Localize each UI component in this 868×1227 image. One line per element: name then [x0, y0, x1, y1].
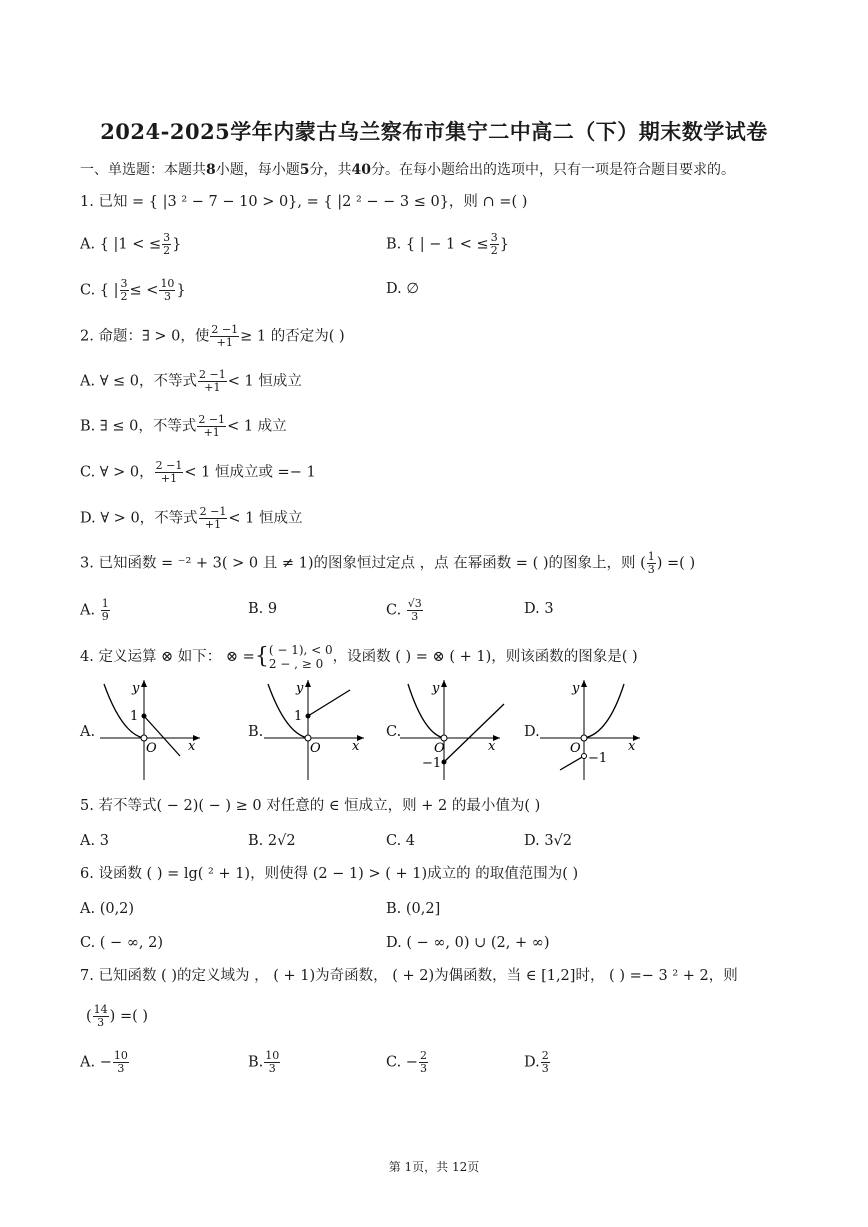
question-1-stem: 1. 已知 = { |3 ² − 7 − 10 > 0}, = { |2 ² − − 3 ≤ 0}，则 ∩ =( ): [80, 194, 528, 210]
svg-text:x: x: [352, 739, 360, 754]
svg-text:O: O: [570, 741, 581, 756]
q1-option-b: B. { | − 1 < ≤ $\frac{3}{2}$ }: [386, 231, 509, 257]
svg-text:O: O: [434, 741, 445, 756]
q7-option-b: B. $\frac{10}{3}$: [248, 1049, 280, 1075]
q4-option-b-label: B.: [248, 724, 264, 740]
q3-option-c: C. $\frac{√3}{3}$: [386, 597, 422, 623]
q5-option-a: A. 3: [80, 833, 109, 849]
question-7-line2: ( $\frac{14}{3}$ ) =( ): [86, 1003, 149, 1029]
q2-option-b: B. ∃ ≤ 0，不等式 $\frac{2 -1}{+1}$ < 1 成立: [80, 413, 287, 439]
svg-text:−1: −1: [422, 756, 442, 771]
q3-option-d: D. 3: [524, 601, 554, 617]
q4-graph-a: [100, 676, 210, 782]
question-6-stem: 6. 设函数 ( ) = lg( ² + 1)，则使得 (2 − 1) > ( + 1)成立的 的取值范围为( ): [80, 866, 579, 882]
q5-option-c: C. 4: [386, 833, 416, 849]
q1-option-a: A. { |1 < ≤ $\frac{3}{2}$ }: [80, 231, 182, 257]
svg-text:x: x: [488, 739, 496, 754]
q2-option-c: C. ∀ > 0， $\frac{2 -1}{+1}$ < 1 恒成立或 =− 1: [80, 459, 316, 485]
q6-option-d: D. ( − ∞, 0) ∪ (2, + ∞): [386, 935, 550, 951]
question-7-stem: 7. 已知函数 ( )的定义域为 ， ( + 1)为奇函数， ( + 2)为偶函数，当 ∈ [1,2]时， ( ) =− 3 ² + 2，则: [80, 968, 738, 984]
q6-option-c: C. ( − ∞, 2): [80, 935, 163, 951]
q4-graph-b: [264, 676, 374, 782]
svg-text:y: y: [296, 681, 304, 696]
svg-text:1: 1: [294, 709, 303, 724]
q3-option-b: B. 9: [248, 601, 278, 617]
q2-option-a: A. ∀ ≤ 0，不等式 $\frac{2 -1}{+1}$ < 1 恒成立: [80, 368, 302, 394]
svg-text:y: y: [432, 681, 440, 696]
page-footer: 第 1页，共 12页: [388, 1160, 480, 1174]
q6-option-b: B. (0,2]: [386, 901, 441, 917]
svg-text:x: x: [628, 739, 636, 754]
section-header: 一、单选题：本题共8小题，每小题5分，共40分。在每小题给出的选项中，只有一项是符合题目要求的。: [80, 162, 735, 178]
q1-option-c: C. { | $\frac{3}{2}$ ≤ < $\frac{10}{3}$ }: [80, 277, 186, 303]
svg-text:1: 1: [130, 709, 139, 724]
q7-option-c: C. − $\frac{2}{3}$: [386, 1049, 427, 1075]
question-4-stem: 4. 定义运算 ⊗ 如下： ⊗ ={ ( − 1), < 0 2 − , ≥ 0 ，设函数 ( ) = ⊗ ( + 1)，则该函数的图象是( ): [80, 643, 638, 671]
q2-option-d: D. ∀ > 0，不等式 $\frac{2 -1}{+1}$ < 1 恒成立: [80, 505, 303, 531]
q4-graph-d: [540, 676, 650, 782]
q4-option-c-label: C.: [386, 724, 402, 740]
q7-option-d: D. $\frac{2}{3}$: [524, 1049, 549, 1075]
svg-text:O: O: [146, 741, 157, 756]
svg-text:O: O: [310, 741, 321, 756]
q4-graph-c: [400, 676, 510, 782]
svg-text:y: y: [132, 681, 140, 696]
svg-text:−1: −1: [588, 751, 608, 766]
q4-option-d-label: D.: [524, 724, 540, 740]
q6-option-a: A. (0,2): [80, 901, 135, 917]
q5-option-b: B. 2√2: [248, 833, 296, 849]
q4-option-a-label: A.: [80, 724, 96, 740]
question-2-stem: 2. 命题：∃ > 0，使 $\frac{2 -1}{+1}$ ≥ 1 的否定为( ): [80, 323, 345, 349]
page-title: 2024-2025学年内蒙古乌兰察布市集宁二中高二（下）期末数学试卷: [100, 119, 768, 144]
svg-text:y: y: [572, 681, 580, 696]
svg-text:x: x: [188, 739, 196, 754]
question-5-stem: 5. 若不等式( − 2)( − ) ≥ 0 对任意的 ∈ 恒成立，则 + 2 的最小值为( ): [80, 798, 541, 814]
q3-option-a: A. $\frac{1}{9}$: [80, 597, 109, 623]
q7-option-a: A. − $\frac{10}{3}$: [80, 1049, 128, 1075]
question-3-stem: 3. 已知函数 = ⁻² + 3( > 0 且 ≠ 1)的图象恒过定点 ，点 在幂函数 = ( )的图象上，则 ( $\frac{1}{3}$ ) =( ): [80, 550, 696, 576]
q1-option-d: D. ∅: [386, 281, 419, 297]
q5-option-d: D. 3√2: [524, 833, 573, 849]
